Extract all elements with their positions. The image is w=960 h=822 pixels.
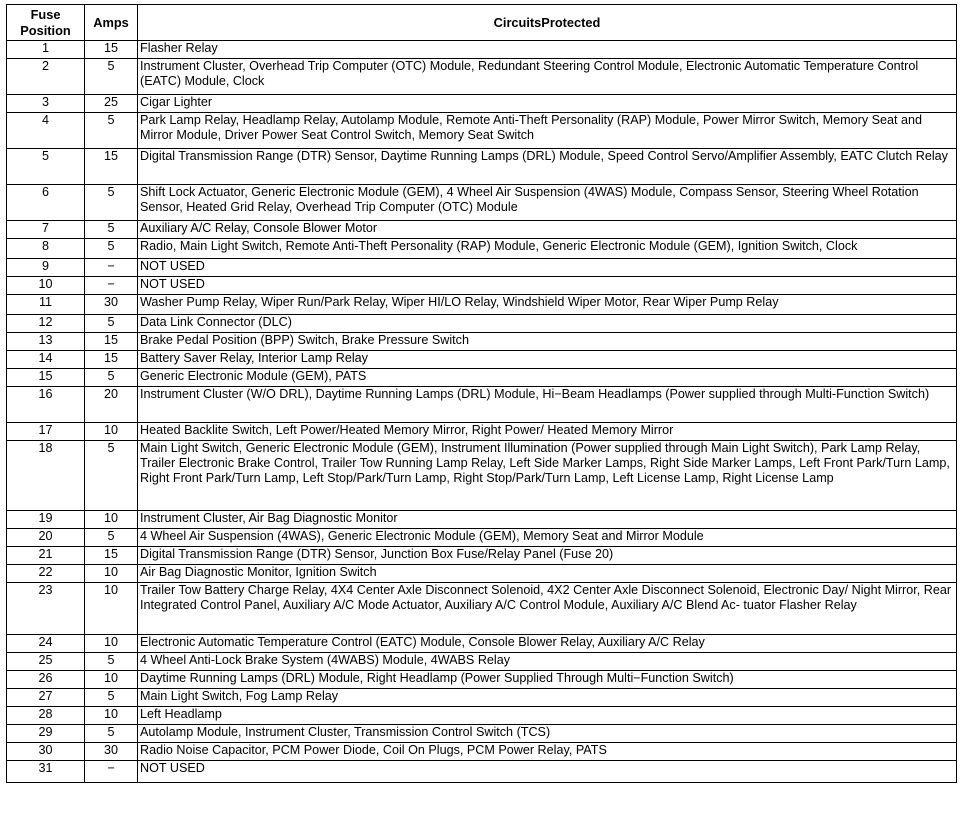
- amps-cell: 5: [85, 529, 138, 547]
- table-row: [7, 671, 957, 689]
- circuits-protected-cell: Trailer Tow Battery Charge Relay, 4X4 Center Axle Disconnect Solenoid, 4X2 Center Axle Disconnect Solenoid, Electronic Day/ Night Mirror, Rear Integrated Control Panel, Auxiliary A/C Mode Actuator, Auxiliary A/C Control Module, Auxiliary A/C Blend Ac- tuator Flasher Relay: [138, 583, 957, 635]
- table-row: [7, 529, 957, 547]
- table-row: [7, 743, 957, 761]
- fuse-position-cell: 13: [7, 333, 85, 351]
- circuits-protected-cell: Cigar Lighter: [138, 95, 957, 113]
- circuits-protected-cell: Shift Lock Actuator, Generic Electronic Module (GEM), 4 Wheel Air Suspension (4WAS) Module, Compass Sensor, Steering Wheel Rotation Sensor, Heated Grid Relay, Overhead Trip Computer (OTC) Module: [138, 185, 957, 221]
- table-row: [7, 333, 957, 351]
- amps-cell: 5: [85, 653, 138, 671]
- amps-cell: 5: [85, 59, 138, 95]
- table-row: [7, 653, 957, 671]
- fuse-position-cell: 19: [7, 511, 85, 529]
- table-row: [7, 761, 957, 783]
- table-row: [7, 565, 957, 583]
- circuits-protected-cell: Air Bag Diagnostic Monitor, Ignition Switch: [138, 565, 957, 583]
- amps-cell: −: [85, 761, 138, 783]
- circuits-protected-cell: Electronic Automatic Temperature Control (EATC) Module, Console Blower Relay, Auxiliary A/C Relay: [138, 635, 957, 653]
- amps-cell: 10: [85, 635, 138, 653]
- amps-cell: −: [85, 259, 138, 277]
- table-row: [7, 689, 957, 707]
- circuits-protected-cell: Flasher Relay: [138, 41, 957, 59]
- amps-cell: 25: [85, 95, 138, 113]
- table-row: [7, 41, 957, 59]
- table-row: [7, 113, 957, 149]
- fuse-position-cell: 20: [7, 529, 85, 547]
- amps-cell: 5: [85, 239, 138, 259]
- circuits-protected-cell: Battery Saver Relay, Interior Lamp Relay: [138, 351, 957, 369]
- circuits-protected-cell: Radio, Main Light Switch, Remote Anti-Theft Personality (RAP) Module, Generic Electronic Module (GEM), Ignition Switch, Clock: [138, 239, 957, 259]
- amps-cell: 30: [85, 295, 138, 315]
- table-row: [7, 635, 957, 653]
- amps-cell: −: [85, 277, 138, 295]
- table-row: [7, 315, 957, 333]
- amps-cell: 10: [85, 707, 138, 725]
- amps-cell: 5: [85, 369, 138, 387]
- table-row: [7, 295, 957, 315]
- circuits-protected-cell: Instrument Cluster, Air Bag Diagnostic Monitor: [138, 511, 957, 529]
- fuse-position-cell: 11: [7, 295, 85, 315]
- header-fuse-position: Fuse Position: [7, 5, 85, 41]
- circuits-protected-cell: Digital Transmission Range (DTR) Sensor, Daytime Running Lamps (DRL) Module, Speed Control Servo/Amplifier Assembly, EATC Clutch Relay: [138, 149, 957, 185]
- fuse-position-cell: 15: [7, 369, 85, 387]
- amps-cell: 15: [85, 333, 138, 351]
- fuse-position-cell: 27: [7, 689, 85, 707]
- fuse-position-cell: 25: [7, 653, 85, 671]
- fuse-position-cell: 18: [7, 441, 85, 511]
- circuits-protected-cell: Brake Pedal Position (BPP) Switch, Brake Pressure Switch: [138, 333, 957, 351]
- table-row: [7, 221, 957, 239]
- circuits-protected-cell: NOT USED: [138, 277, 957, 295]
- amps-cell: 15: [85, 41, 138, 59]
- fuse-table-container: [6, 4, 957, 783]
- fuse-position-cell: 9: [7, 259, 85, 277]
- amps-cell: 10: [85, 671, 138, 689]
- fuse-position-cell: 23: [7, 583, 85, 635]
- fuse-position-cell: 22: [7, 565, 85, 583]
- circuits-protected-cell: Main Light Switch, Fog Lamp Relay: [138, 689, 957, 707]
- table-row: [7, 185, 957, 221]
- table-row: [7, 511, 957, 529]
- amps-cell: 10: [85, 423, 138, 441]
- circuits-protected-cell: Instrument Cluster (W/O DRL), Daytime Running Lamps (DRL) Module, Hi−Beam Headlamps (Power supplied through Multi-Function Switch): [138, 387, 957, 423]
- fuse-position-cell: 3: [7, 95, 85, 113]
- fuse-position-cell: 12: [7, 315, 85, 333]
- amps-cell: 5: [85, 441, 138, 511]
- amps-cell: 20: [85, 387, 138, 423]
- fuse-position-cell: 14: [7, 351, 85, 369]
- fuse-position-cell: 29: [7, 725, 85, 743]
- circuits-protected-cell: Heated Backlite Switch, Left Power/Heated Memory Mirror, Right Power/ Heated Memory Mirror: [138, 423, 957, 441]
- amps-cell: 15: [85, 547, 138, 565]
- fuse-position-cell: 7: [7, 221, 85, 239]
- fuse-position-cell: 21: [7, 547, 85, 565]
- amps-cell: 10: [85, 583, 138, 635]
- table-row: [7, 725, 957, 743]
- fuse-position-cell: 28: [7, 707, 85, 725]
- circuits-protected-cell: Daytime Running Lamps (DRL) Module, Right Headlamp (Power Supplied Through Multi−Function Switch): [138, 671, 957, 689]
- amps-cell: 5: [85, 315, 138, 333]
- table-row: [7, 59, 957, 95]
- amps-cell: 5: [85, 113, 138, 149]
- fuse-position-cell: 30: [7, 743, 85, 761]
- fuse-position-cell: 31: [7, 761, 85, 783]
- table-row: [7, 423, 957, 441]
- circuits-protected-cell: Main Light Switch, Generic Electronic Module (GEM), Instrument Illumination (Power supplied through Main Light Switch), Park Lamp Relay, Trailer Electronic Brake Control, Trailer Tow Running Lamp Relay, Left Side Marker Lamps, Right Side Marker Lamps, Left Front Park/Turn Lamp, Right Front Park/Turn Lamp, Left Stop/Park/Turn Lamp, Right Stop/Park/Turn Lamp, Left License Lamp, Right License Lamp: [138, 441, 957, 511]
- circuits-protected-cell: Left Headlamp: [138, 707, 957, 725]
- fuse-table-body: [7, 41, 957, 783]
- amps-cell: 30: [85, 743, 138, 761]
- table-row: [7, 239, 957, 259]
- circuits-protected-cell: Data Link Connector (DLC): [138, 315, 957, 333]
- table-row: [7, 277, 957, 295]
- fuse-position-cell: 6: [7, 185, 85, 221]
- circuits-protected-cell: Auxiliary A/C Relay, Console Blower Motor: [138, 221, 957, 239]
- amps-cell: 5: [85, 725, 138, 743]
- circuits-protected-cell: Radio Noise Capacitor, PCM Power Diode, Coil On Plugs, PCM Power Relay, PATS: [138, 743, 957, 761]
- circuits-protected-cell: Park Lamp Relay, Headlamp Relay, Autolamp Module, Remote Anti-Theft Personality (RAP) Module, Power Mirror Switch, Memory Seat and Mirror Module, Driver Power Seat Control Switch, Memory Seat Switch: [138, 113, 957, 149]
- fuse-position-cell: 4: [7, 113, 85, 149]
- circuits-protected-cell: 4 Wheel Anti-Lock Brake System (4WABS) Module, 4WABS Relay: [138, 653, 957, 671]
- table-row: [7, 387, 957, 423]
- circuits-protected-cell: NOT USED: [138, 259, 957, 277]
- fuse-table: [6, 4, 957, 783]
- table-row: [7, 149, 957, 185]
- fuse-position-cell: 10: [7, 277, 85, 295]
- fuse-position-cell: 16: [7, 387, 85, 423]
- fuse-position-cell: 26: [7, 671, 85, 689]
- amps-cell: 15: [85, 351, 138, 369]
- header-amps: Amps: [85, 5, 138, 41]
- table-row: [7, 351, 957, 369]
- table-row: [7, 369, 957, 387]
- amps-cell: 15: [85, 149, 138, 185]
- amps-cell: 10: [85, 565, 138, 583]
- fuse-position-cell: 8: [7, 239, 85, 259]
- table-row: [7, 259, 957, 277]
- fuse-position-cell: 5: [7, 149, 85, 185]
- amps-cell: 10: [85, 511, 138, 529]
- circuits-protected-cell: Autolamp Module, Instrument Cluster, Transmission Control Switch (TCS): [138, 725, 957, 743]
- header-row: [7, 5, 957, 41]
- amps-cell: 5: [85, 221, 138, 239]
- fuse-position-cell: 24: [7, 635, 85, 653]
- circuits-protected-cell: Digital Transmission Range (DTR) Sensor, Junction Box Fuse/Relay Panel (Fuse 20): [138, 547, 957, 565]
- header-circuits-protected: CircuitsProtected: [138, 5, 957, 41]
- amps-cell: 5: [85, 689, 138, 707]
- table-row: [7, 95, 957, 113]
- fuse-position-cell: 2: [7, 59, 85, 95]
- amps-cell: 5: [85, 185, 138, 221]
- fuse-position-cell: 1: [7, 41, 85, 59]
- circuits-protected-cell: NOT USED: [138, 761, 957, 783]
- circuits-protected-cell: Washer Pump Relay, Wiper Run/Park Relay, Wiper HI/LO Relay, Windshield Wiper Motor, Rear Wiper Pump Relay: [138, 295, 957, 315]
- table-row: [7, 441, 957, 511]
- table-row: [7, 547, 957, 565]
- circuits-protected-cell: 4 Wheel Air Suspension (4WAS), Generic Electronic Module (GEM), Memory Seat and Mirror Module: [138, 529, 957, 547]
- table-row: [7, 707, 957, 725]
- circuits-protected-cell: Generic Electronic Module (GEM), PATS: [138, 369, 957, 387]
- fuse-position-cell: 17: [7, 423, 85, 441]
- table-row: [7, 583, 957, 635]
- circuits-protected-cell: Instrument Cluster, Overhead Trip Computer (OTC) Module, Redundant Steering Control Module, Electronic Automatic Temperature Control (EATC) Module, Clock: [138, 59, 957, 95]
